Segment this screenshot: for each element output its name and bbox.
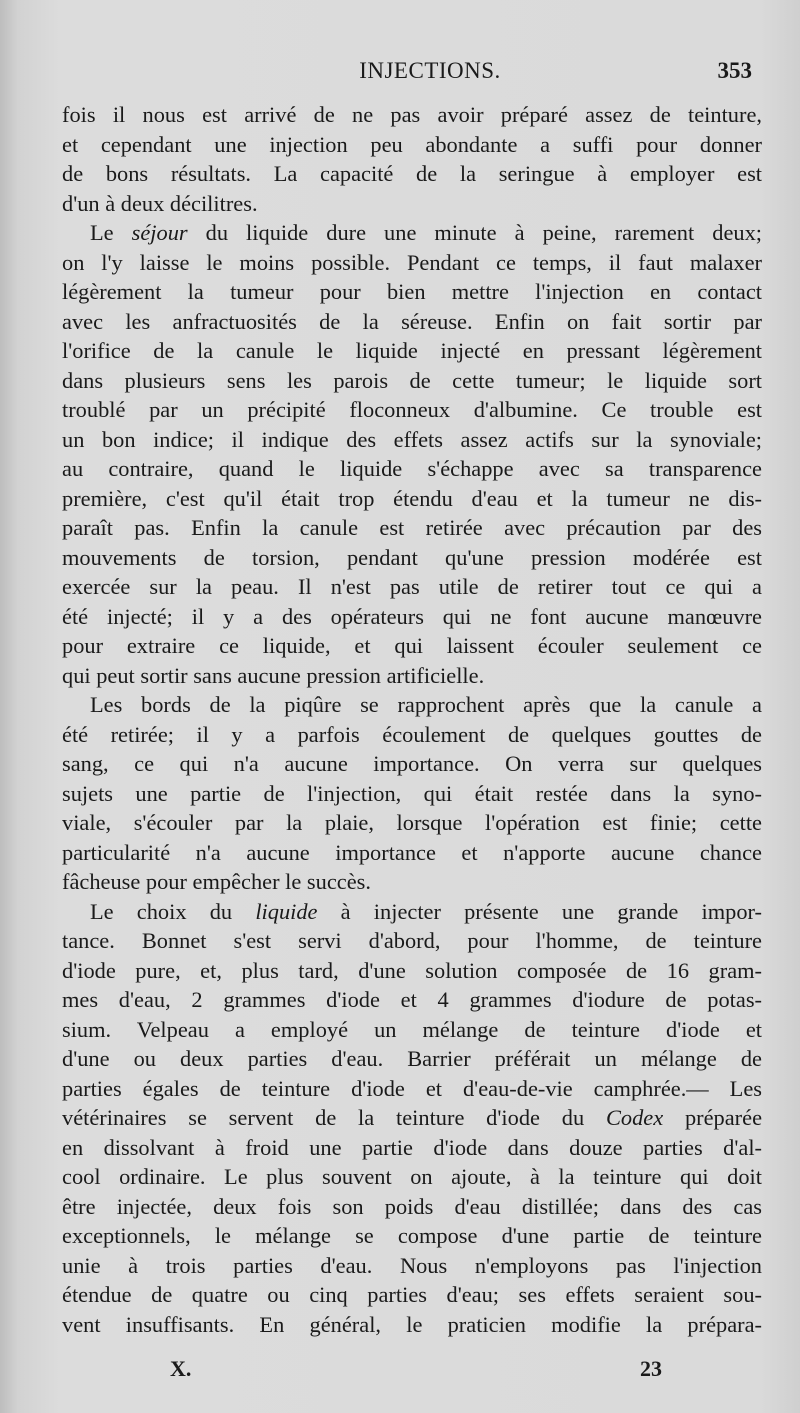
text-line: paraît pas. Enfin la canule est retirée avec précaution par des xyxy=(62,515,762,540)
text-line xyxy=(62,897,762,927)
text-line: fois il nous est arrivé de ne pas avoir préparé assez de teinture, xyxy=(62,102,762,127)
text-segment: Le choix du xyxy=(90,898,256,924)
text-line: un bon indice; il indique des effets assez actifs sur la synoviale; xyxy=(62,426,762,452)
text-line: étendue de quatre ou cinq parties d'eau; ses effets seraient sou- xyxy=(62,1282,762,1307)
text-line: avec les anfractuosités de la séreuse. Enfin on fait sortir par xyxy=(62,308,762,334)
text-line xyxy=(62,218,762,248)
text-line: sujets une partie de l'injection, qui était restée dans la syno- xyxy=(62,780,762,806)
text-segment: préparée xyxy=(663,1105,762,1130)
page-number: 353 xyxy=(717,58,752,83)
text-line: été injecté; il y a des opérateurs qui ne font aucune manœuvre xyxy=(62,603,762,629)
text-line: viale, s'écouler par la plaie, lorsque l'opération est finie; cette xyxy=(62,810,762,835)
text-line: cool ordinaire. Le plus souvent on ajoute, à la teinture qui doit xyxy=(62,1164,762,1189)
text-line: unie à trois parties d'eau. Nous n'employons pas l'injection xyxy=(62,1252,762,1278)
text-segment: du liquide dure une minute à peine, rarement deux; xyxy=(187,220,762,245)
text-line: et cependant une injection peu abondante a suffi pour donner xyxy=(62,131,762,157)
text-line: vent insuffisants. En général, le praticien modifie la prépara- xyxy=(62,1311,762,1337)
text-segment: à injecter présente une grande impor- xyxy=(317,898,762,924)
text-line: troublé par un précipité floconneux d'albumine. Ce trouble est xyxy=(62,397,762,422)
text-line: mouvements de torsion, pendant qu'une pression modérée est xyxy=(62,544,762,570)
italic-term: Codex xyxy=(605,1105,664,1130)
text-line: particularité n'a aucune importance et n'apporte aucune chance xyxy=(62,839,762,865)
italic-term: séjour xyxy=(131,220,188,245)
text-line: mes d'eau, 2 grammes d'iode et 4 grammes d'iodure de potas- xyxy=(62,987,762,1012)
text-line: dans plusieurs sens les parois de cette tumeur; le liquide sort xyxy=(62,367,762,393)
text-line: sang, ce qui n'a aucune importance. On verra sur quelques xyxy=(62,751,762,776)
italic-term: liquide xyxy=(255,898,318,924)
text-line: on l'y laisse le moins possible. Pendant ce temps, il faut malaxer xyxy=(62,249,762,275)
text-line: première, c'est qu'il était trop étendu d'eau et la tumeur ne dis- xyxy=(62,485,762,511)
text-line: exercée sur la peau. Il n'est pas utile de retirer tout ce qui a xyxy=(62,574,762,599)
text-line: sium. Velpeau a employé un mélange de teinture d'iode et xyxy=(62,1016,762,1042)
page-footer xyxy=(60,1352,760,1386)
body-text xyxy=(62,100,762,1339)
text-segment: Le xyxy=(90,220,132,245)
text-line: exceptionnels, le mélange se compose d'une partie de teinture xyxy=(62,1223,762,1248)
text-line: tance. Bonnet s'est servi d'abord, pour l'homme, de teinture xyxy=(62,928,762,953)
sheet-number: 23 xyxy=(640,1356,662,1381)
text-line: qui peut sortir sans aucune pression artificielle. xyxy=(62,662,485,688)
text-line: fâcheuse pour empêcher le succès. xyxy=(62,869,371,894)
text-line: l'orifice de la canule le liquide injecté en pressant légèrement xyxy=(62,338,762,363)
text-line: parties égales de teinture d'iode et d'eau-de-vie camphrée.— Les xyxy=(62,1075,762,1101)
running-title: INJECTIONS. xyxy=(359,58,501,83)
text-line: pour extraire ce liquide, et qui laissent écouler seulement ce xyxy=(62,633,762,658)
text-line: Les bords de la piqûre se rapprochent après que la canule a xyxy=(90,692,762,717)
text-segment: vétérinaires se servent de la teinture d'iode du xyxy=(62,1105,606,1130)
text-line: au contraire, quand le liquide s'échappe avec sa transparence xyxy=(62,456,762,481)
text-line: légèrement la tumeur pour bien mettre l'injection en contact xyxy=(62,279,762,304)
text-line xyxy=(62,1103,762,1133)
signature-mark: X. xyxy=(170,1356,192,1381)
text-line: d'une ou deux parties d'eau. Barrier préférait un mélange de xyxy=(62,1046,762,1071)
text-line: d'un à deux décilitres. xyxy=(62,190,258,216)
page-header xyxy=(60,52,760,88)
text-line: de bons résultats. La capacité de la seringue à employer est xyxy=(62,161,762,186)
text-line: être injectée, deux fois son poids d'eau distillée; dans des cas xyxy=(62,1193,762,1219)
text-line: été retirée; il y a parfois écoulement de quelques gouttes de xyxy=(62,721,762,747)
text-line: en dissolvant à froid une partie d'iode dans douze parties d'al- xyxy=(62,1134,762,1160)
text-line: d'iode pure, et, plus tard, d'une solution composée de 16 gram- xyxy=(62,957,762,983)
